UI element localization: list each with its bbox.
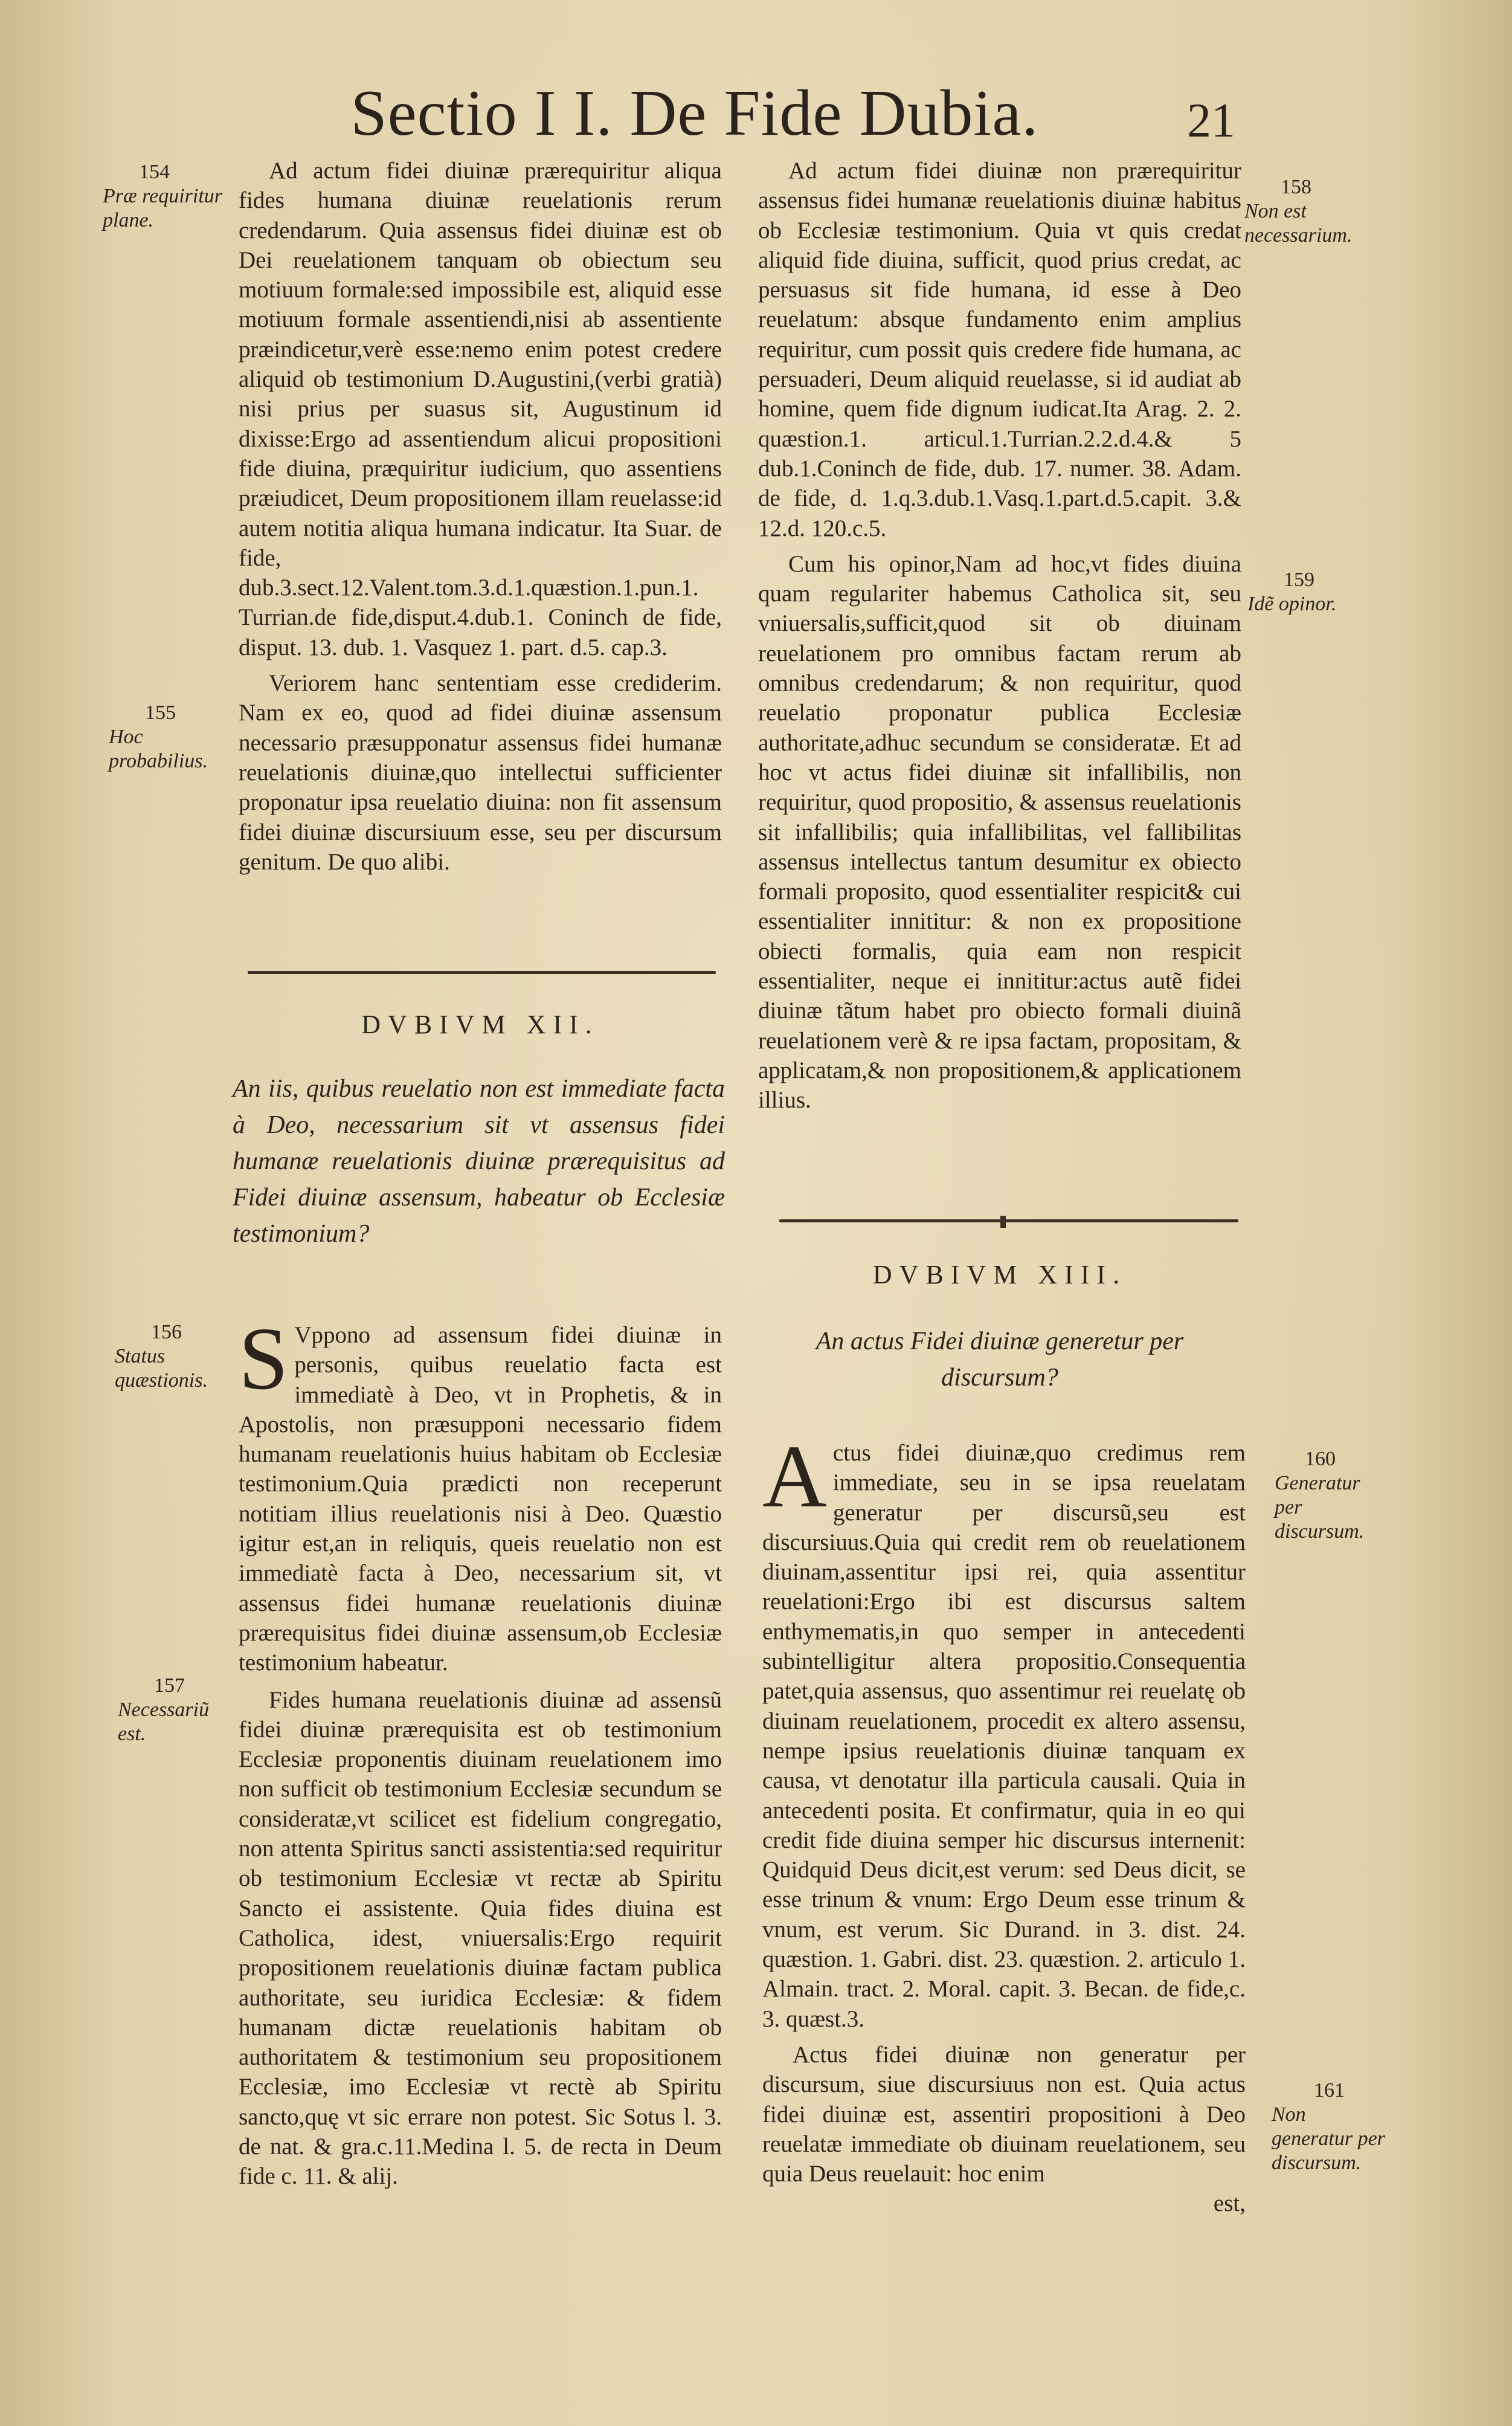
dubium-question-xii: An iis, quibus reuelatio non est immediate facta à Deo, necessarium sit vt assensus fidei humanæ reuelationis diuinæ prærequisitus ad Fidei diuinæ assensum, habeatur ob Ecclesiæ testimonium? [233,1075,725,1248]
margin-number-160: 160 [1305,1448,1336,1470]
paragraph-160: Actus fidei diuinæ,quo credimus rem immediate, seu in se ipsa reuelatam generatur per discursũ,seu est discursiuus.Quia qui credit rem ob reuelationem diuinam,assentitur ipsi rei, quia assentitur reuelationi:Ergo ibi est discursus saltem enthymematis,in quo semper in antecedenti subintelligitur altera propositio.Consequentia patet,quia assensus, quo assentimur rei reuelatę ob diuinam reuelationem, procedit ex altero assensu, nempe ipsius reuelationis diuinæ tanquam ex causa, vt denotatur illa particula causali. Quia in antecedenti posita. Et confirmatur, quia in eo qui credit fide diuina semper hic discursus internenit: Quidquid Deus dicit,est verum: sed Deus dicit, se esse trinum & vnum: Ergo Deum esse trinum & vnum, est verum. Sic Durand. in 3. dist. 24. quæstion. 1. Gabri. dist. 23. quæstion. 2. articulo 1. Almain. tract. 2. Moral. capit. 3. Becan. de fide,c. 3. quæst.3. [762,1427,1246,2032]
margin-number-159: 159 [1284,569,1314,591]
section-rule-ornament [1000,1216,1006,1228]
margin-text-156: Status quæstionis. [115,1345,208,1392]
section-rule-right [779,1219,1238,1222]
left-column-top [239,156,722,877]
margin-note-158 [1244,175,1365,248]
margin-note-160 [1275,1447,1383,1544]
page-number: 21 [1187,94,1235,147]
margin-text-160: Generatur per discursum. [1275,1472,1365,1543]
margin-text-155: Hoc probabilius. [109,726,208,772]
margin-number-158: 158 [1281,176,1311,198]
right-column-top [758,156,1241,1115]
paragraph-161: Actus fidei diuinæ non generatur per discursum, siue discursiuus non est. Quia actus fidei diuinæ est, assentiri propositioni à Deo reuelatæ immediate ob diuinam reuelationem, seu quia Deus reuelauit: hoc enim [762,2041,1246,2187]
catchword: est, [1213,2190,1246,2217]
margin-note-161 [1272,2079,1386,2175]
paragraph-158: Ad actum fidei diuinæ non prærequiritur assensus fidei humanæ reuelationis diuinæ habitus ob Ecclesiæ testimonium. Quia vt quis credat aliquid fide diuina, sufficit, quod prius credat, ac persuasus sit fide humana, id esse à Deo reuelatum: absque fundamento enim amplius requiritur, cum possit quis credere fide humana, ac persuaderi, Deum aliquid reuelasse, si id audiat ab homine, quem fide dignum iudicat.Ita Arag. 2. 2. quæstion.1. articul.1.Turrian.2.2.d.4.& 5 dub.1.Coninch de fide, dub. 17. numer. 38. Adam. de fide, d. 1.q.3.dub.1.Vasq.1.part.d.5.capit. 3.& 12.d. 120.c.5. [758,158,1241,541]
margin-number-156: 156 [151,1321,182,1343]
dubium-heading-xii: DVBIVM XII. [361,1010,599,1039]
margin-number-155: 155 [145,702,176,724]
margin-note-154 [103,160,224,233]
paragraph-157: Fides humana reuelationis diuinæ ad assensũ fidei diuinæ prærequisita est ob testimonium Ecclesiæ proponentis diuinam reuelationem imo non sufficit ob testimonium Ecclesiæ secundum se consideratæ,vt scilicet est fidelium congregatio, non attenta Spiritus sancti assistentia:sed requiritur ob testimonium Ecclesiæ vt rectæ ab Spiritu Sancto ei assistente. Quia fides diuina est Catholica, idest, vniuersalis:Ergo requirit propositionem reuelationis diuinæ factam publica authoritate, seu iuridica Ecclesiæ: & fidem humanam dictæ reuelationis habitam ob authoritatem & testimonium seu propositionem Ecclesiæ, imo Ecclesiæ vt rectè ab Spiritu sancto,quę vt sic errare non potest. Sic Sotus l. 3. de nat. & gra.c.11.Medina l. 5. de recta in Deum fide c. 11. & alij. [239,1686,722,2190]
margin-note-159 [1247,568,1368,616]
margin-number-154: 154 [139,161,170,183]
paragraph-159: Cum his opinor,Nam ad hoc,vt fides diuina quam regulariter habemus Catholica sit, seu vniuersalis,sufficit,quod sit ob diuinam reuelationem pro omnibus factam rerum ab omnibus credendarum; & non requiritur, quod reuelatio proponatur publica Ecclesiæ authoritate,adhuc secundum se consideratæ. Et ad hoc vt actus fidei diuinæ sit infallibilis, non requiritur, quod propositio, & assensus reuelationis sit infallibilis; quia infallibilitas, vel fallibilitas assensus intellectus tantum desumitur ex obiecto formali proposito, quod essentialiter respicit& cui essentialiter innititur: & non ex propositione obiecti formalis, quia eam non respicit essentialiter, neque ei innititur:actus autẽ fidei diuinæ tãtum habet pro obiecto formali diuinã reuelationem verè & re ipsa factam, propositam, & applicatam,& non propositionem,& applicationem illius. [758,550,1241,1114]
paragraph-154: Ad actum fidei diuinæ prærequiritur aliqua fides humana diuinæ reuelationis rerum credendarum. Quia assensus fidei diuinæ est ob Dei reuelationem tanquam ob obiectum seu motiuum formale:sed impossibile est, aliquid esse motiuum formale assentiendi,nisi ab assentiente præindicetur,verè esse:nemo enim potest credere aliquid ob testimonium D.Augustini,(verbi gratià) nisi prius per suasus sit, Augustinum id dixisse:Ergo ad assentiendum alicui propositioni fide diuina, præquiritur iudicium, quo assentiens præiudicet, Deum propositionem illam reuelasse:id autem notitia aliqua humana indicatur. Ita Suar. de fide, dub.3.sect.12.Valent.tom.3.d.1.quæstion.1.pun.1. Turrian.de fide,disput.4.dub.1. Coninch de fide, disput. 13. dub. 1. Vasquez 1. part. d.5. cap.3. [239,158,722,660]
margin-note-156 [115,1320,236,1393]
dubium-heading-xiii: DVBIVM XIII. [872,1260,1127,1289]
margin-text-158: Non est necessarium. [1244,200,1353,247]
right-column-bottom [762,1427,1246,2219]
dubium-question-xiii: An actus Fidei diuinæ generetur per discursum? [816,1328,1184,1392]
margin-text-159: Idẽ opinor. [1247,593,1337,615]
margin-note-155 [109,701,230,773]
paragraph-156: SVppono ad assensum fidei diuinæ in personis, quibus reuelatio facta est immediatè à Deo, vt in Prophetis, & in Apostolis, non præsupponi necessario fidem humanam reuelationis huius habitam ob Ecclesiæ testimonium.Quia prædicti non receperunt notitiam illius reuelationis nisi à Deo. Quæstio igitur est,an in reliquis, queis reuelatio non est immediatè facta à Deo, necessarium sit, vt assensus fidei humanæ reuelationis diuinæ prærequisitus fidei diuinæ assensum,ob Ecclesiæ testimonium habeatur. [239,1309,722,1676]
running-title: Sectio I I. De Fide Dubia. [350,77,1039,149]
section-rule-left [248,971,716,974]
margin-number-157: 157 [154,1674,185,1697]
left-column-bottom [239,1309,722,2192]
paragraph-155: Veriorem hanc sententiam esse crediderim. Nam ex eo, quod ad fidei diuinæ assensum necessario præsupponatur assensus fidei humanæ reuelationis diuinæ,quo intellectui sufficienter proponatur ipsa reuelatio diuina: non fit assensum fidei diuinæ discursiuum esse, seu per discursum genitum. De quo alibi. [239,670,722,875]
margin-note-157 [118,1674,239,1746]
margin-text-154: Præ requiritur plane. [103,185,223,231]
margin-text-161: Non generatur per discursum. [1272,2103,1385,2174]
margin-text-157: Necessariũ est. [118,1699,210,1745]
margin-number-161: 161 [1314,2079,1345,2102]
